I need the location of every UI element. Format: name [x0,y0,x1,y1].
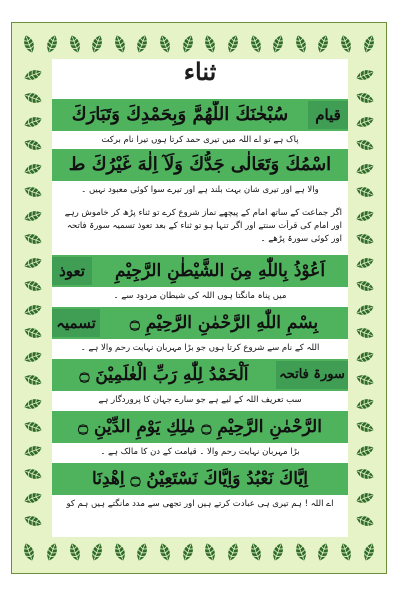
leaf-icon [265,539,291,565]
leaf-icon [352,85,378,111]
leaf-icon [265,31,291,57]
qiyam-verse: سُبْحٰنَكَ اللّٰهُمَّ وَبِحَمْدِكَ وَتَبَارَكَ [71,104,289,125]
fatiha-translation: سب تعریف اللہ کے لیے ہے جو سارے جہان کا پروردگار ہے [98,395,302,405]
leaf-icon [352,367,378,393]
leaf-icon [352,63,378,88]
leaf-icon [197,31,223,57]
tasmiya-label: تسمیہ [52,309,100,337]
line2-verse: اسْمُكَ وَتَعَالٰى جَدُّكَ وَلَآ اِلٰهَ غَيْرُكَ ط [68,154,332,175]
leaf-icon [20,226,46,252]
leaf-icon [152,539,178,565]
line2-translation: والا ہے اور تیری شان بہت بلند ہے اور تیرے سوا کوئی معبود نہیں ۔ [81,185,319,195]
leaf-icon [62,31,88,57]
leaf-icon [39,539,65,565]
leaf-icon [20,273,46,299]
leaf-icon [20,63,46,88]
leaf-icon [352,132,378,158]
content-area [52,59,348,537]
top-leaf-border [18,29,380,59]
leaf-icon [107,539,133,565]
leaf-icon [84,539,110,565]
page-title: ثناء [183,57,217,86]
leaf-icon [20,367,46,393]
leaf-icon [20,391,46,417]
leaf-icon [352,250,378,276]
leaf-icon [352,226,378,252]
tasmiya-translation: اللہ کے نام سے شروع کرتا ہوں جو بڑا مہربان نہایت رحم والا ہے ۔ [80,343,320,353]
leaf-icon [130,539,156,565]
taawwuz-label: تعوذ [52,257,92,285]
leaf-icon [352,344,378,370]
leaf-icon [20,438,46,464]
leaf-icon [352,508,378,533]
instruction-line: اگر جماعت کے ساتھ امام کے پیچھے نماز شروع کرے تو ثناء پڑھ کر خاموش رہے [64,208,342,218]
leaf-icon [352,485,378,511]
leaf-icon [352,438,378,464]
leaf-icon [356,31,380,57]
leaf-icon [18,31,42,57]
leaf-icon [20,132,46,158]
leaf-icon [18,539,42,565]
fatiha-verse: اَلْحَمْدُ لِلّٰهِ رَبِّ الْعٰلَمِيْنَ ۝ [79,365,249,385]
qiyam-translation: پاک ہے تو اے اللہ میں تیری حمد کرتا ہوں تیرا نام برکت [101,135,299,145]
leaf-icon [20,203,46,229]
line6-translation: بڑا مہربان نہایت رحم والا ۔ قیامت کے دن کا مالک ہے ۔ [100,447,300,457]
leaf-icon [352,391,378,417]
leaf-icon [175,539,201,565]
page-frame [11,22,387,574]
leaf-icon [352,414,378,440]
leaf-icon [220,539,246,565]
leaf-icon [20,461,46,487]
leaf-icon [20,485,46,511]
leaf-icon [352,297,378,323]
leaf-icon [20,414,46,440]
leaf-icon [20,179,46,205]
instruction-line: اور کوئی سورۃ پڑھے ۔ [260,234,342,244]
leaf-icon [333,31,359,57]
leaf-icon [352,156,378,182]
right-leaf-border [350,63,380,533]
leaf-icon [288,31,314,57]
bottom-leaf-border [18,537,380,567]
leaf-icon [20,156,46,182]
leaf-icon [352,109,378,135]
leaf-icon [130,31,156,57]
line6-verse: الرَّحْمٰنِ الرَّحِيْمِ ۝ مٰلِكِ يَوْمِ الدِّيْنِ ۝ [78,417,322,437]
taawwuz-verse: اَعُوْذُ بِاللّٰهِ مِنَ الشَّيْطٰنِ الرَّجِيْمِ [114,261,326,281]
tasmiya-verse: بِسْمِ اللّٰهِ الرَّحْمٰنِ الرَّحِيْمِ ۝ [129,313,319,333]
leaf-icon [352,179,378,205]
leaf-icon [62,539,88,565]
leaf-icon [311,539,337,565]
line7-translation: اے اللہ ! ہم تیری ہی عبادت کرتے ہیں اور تجھی سے مدد مانگتے ہیں ہم کو [66,499,334,509]
leaf-icon [311,31,337,57]
leaf-icon [175,31,201,57]
taawwuz-translation: میں پناہ مانگتا ہوں اللہ کی شیطان مردود سے ۔ [113,291,287,301]
leaf-icon [20,85,46,111]
leaf-icon [20,250,46,276]
leaf-icon [20,297,46,323]
leaf-icon [20,344,46,370]
leaf-icon [333,539,359,565]
left-leaf-border [18,63,48,533]
fatiha-label: سورۃ فاتحہ [276,361,348,389]
leaf-icon [356,539,380,565]
leaf-icon [288,539,314,565]
leaf-icon [84,31,110,57]
leaf-icon [20,109,46,135]
leaf-icon [352,461,378,487]
leaf-icon [152,31,178,57]
leaf-icon [39,31,65,57]
leaf-icon [243,31,269,57]
line7-verse: اِيَّاكَ نَعْبُدُ وَاِيَّاكَ نَسْتَعِيْنُ ۝ اِهْدِنَا [92,469,308,489]
leaf-icon [352,320,378,346]
instruction-text [58,207,342,246]
leaf-icon [220,31,246,57]
leaf-icon [20,508,46,533]
leaf-icon [107,31,133,57]
leaf-icon [20,320,46,346]
instruction-line: اور امام کی قرأت سنتے اور اگر تنہا ہو تو ثناء کے بعد تعوذ تسمیہ سورۃ فاتحہ [67,221,342,231]
leaf-icon [352,203,378,229]
qiyam-label: قیام [308,101,348,129]
leaf-icon [197,539,223,565]
leaf-icon [243,539,269,565]
leaf-icon [352,273,378,299]
